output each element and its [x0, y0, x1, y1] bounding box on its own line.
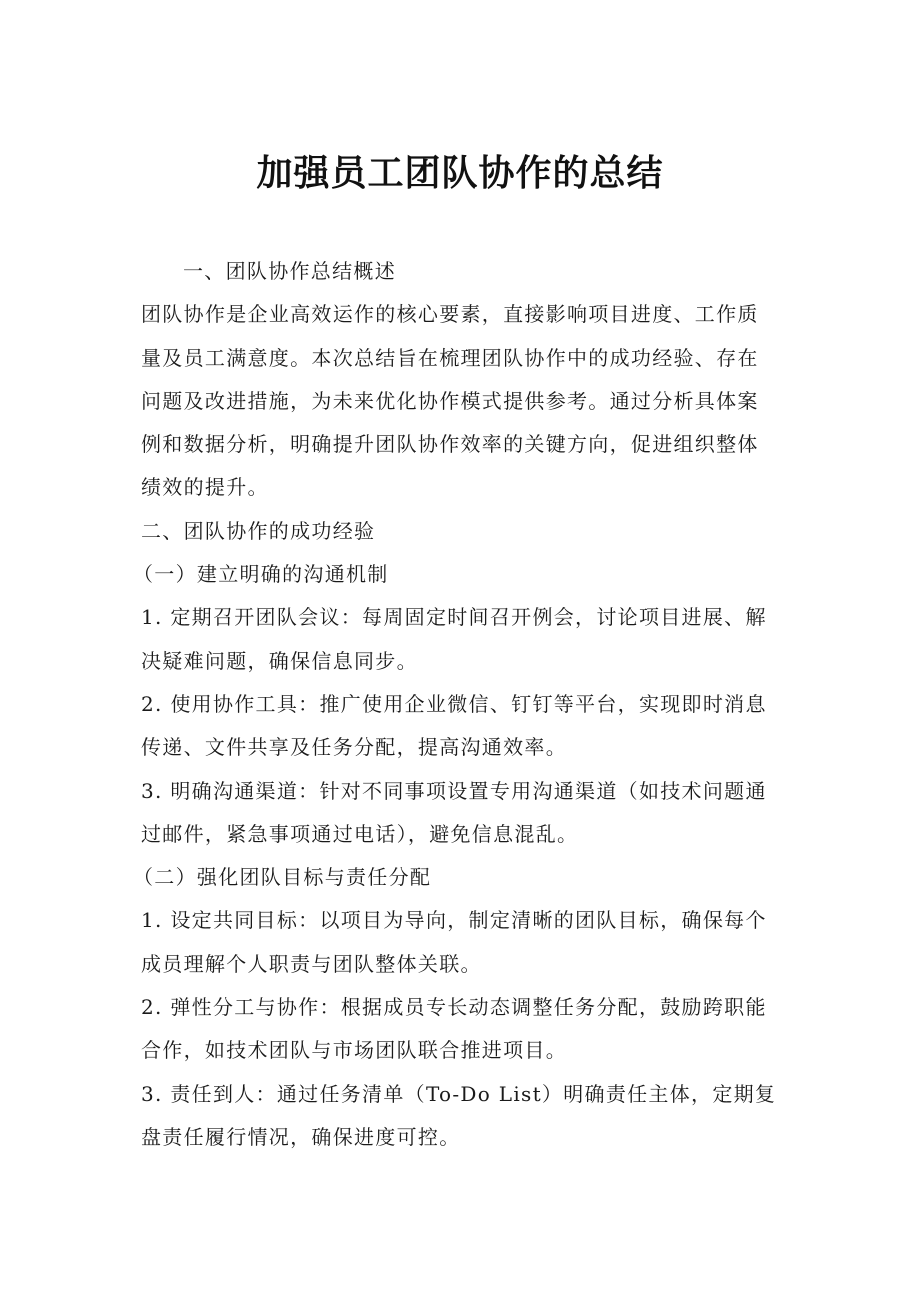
paragraph-line: 绩效的提升。 [141, 475, 269, 500]
section-heading-success: 二、团队协作的成功经验 [141, 518, 376, 543]
section-heading-overview: 一、团队协作总结概述 [183, 259, 396, 283]
list-item-line: 盘责任履行情况，确保进度可控。 [141, 1124, 461, 1149]
list-item-line: 3. 责任到人：通过任务清单（To-Do List）明确责任主体，定期复 [141, 1081, 777, 1106]
paragraph-line: 量及员工满意度。本次总结旨在梳理团队协作中的成功经验、存在 [141, 345, 759, 370]
list-item-line: 1. 定期召开团队会议：每周固定时间召开例会，讨论项目进展、解 [141, 605, 767, 630]
list-item-line: 3. 明确沟通渠道：针对不同事项设置专用沟通渠道（如技术问题通 [141, 778, 767, 803]
document-body [133, 250, 781, 1159]
document-title: 加强员工团队协作的总结 [256, 153, 664, 194]
paragraph-line: 团队协作是企业高效运作的核心要素，直接影响项目进度、工作质 [141, 302, 759, 327]
subheading-goals: （二）强化团队目标与责任分配 [133, 865, 432, 890]
list-item-line: 1. 设定共同目标：以项目为导向，制定清晰的团队目标，确保每个 [141, 908, 767, 933]
list-item-line: 2. 使用协作工具：推广使用企业微信、钉钉等平台，实现即时消息 [141, 691, 767, 716]
subheading-communication: （一）建立明确的沟通机制 [133, 562, 389, 587]
paragraph-line: 问题及改进措施，为未来优化协作模式提供参考。通过分析具体案 [141, 388, 759, 413]
list-item-line: 决疑难问题，确保信息同步。 [141, 648, 418, 673]
list-item-line: 传递、文件共享及任务分配，提高沟通效率。 [141, 735, 567, 760]
list-item-line: 成员理解个人职责与团队整体关联。 [141, 951, 482, 976]
list-item-line: 2. 弹性分工与协作：根据成员专长动态调整任务分配，鼓励跨职能 [141, 995, 767, 1020]
list-item-line: 过邮件，紧急事项通过电话），避免信息混乱。 [141, 821, 579, 846]
list-item-line: 合作，如技术团队与市场团队联合推进项目。 [141, 1038, 567, 1063]
paragraph-line: 例和数据分析，明确提升团队协作效率的关键方向，促进组织整体 [141, 432, 759, 457]
